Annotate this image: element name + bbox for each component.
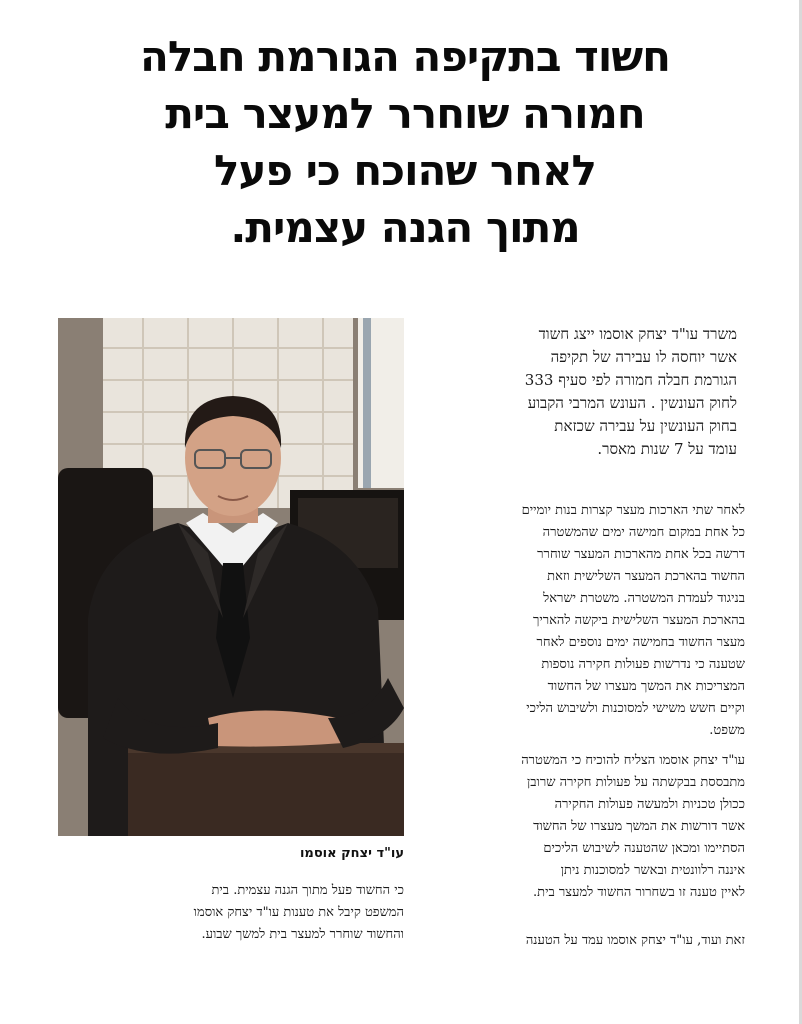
article-headline — [60, 28, 750, 256]
text-line: ככולן טכניות ולמעשה פעולות החקירה — [554, 797, 745, 812]
text-line: וקיים חשש משישי למסוכנות ולשיבוש הליכי — [526, 701, 745, 716]
body-paragraph-2 — [405, 750, 745, 904]
text-line: משפט. — [709, 723, 745, 738]
closing-paragraph-continued — [58, 880, 404, 946]
photo-caption: עו"ד יצחק אוסמו — [299, 846, 404, 861]
text-line: לאחר שתי הארכות מעצר קצרות בנות יומיים — [521, 503, 745, 518]
portrait-illustration — [58, 318, 404, 836]
text-line: החשוד בהארכת המעצר השלישית וזאת — [547, 569, 745, 584]
text-line: הגורמת חבלה חמורה לפי סעיף 333 — [524, 371, 737, 389]
text-line: לאיין טענה זו בשחרור החשוד למעצר בית. — [533, 885, 745, 900]
text-line: שטענה כי נדרשות פעולות חקירה נוספות — [541, 657, 745, 672]
text-line: כי החשוד פעל מתוך הגנה עצמית. בית — [211, 883, 404, 898]
text-line: המשפט קיבל את טענות עו"ד יצחק אוסמו — [193, 905, 404, 920]
lawyer-portrait-photo — [58, 318, 404, 836]
text-line: איננה רלוונטית ובאשר למסוכנות ניתן — [560, 863, 745, 878]
text-line: בחוק העונשין על עבירה שכזאת — [554, 417, 737, 435]
headline-line: לאחר שהוכח כי פעל — [214, 146, 596, 195]
text-line: המצריכות את המשך מעצרו של החשוד — [547, 679, 745, 694]
text-line: כל אחת במקום חמישה ימים שהמשטרה — [542, 525, 745, 540]
text-line: והחשוד שוחרר למעצר בית למשך שבוע. — [201, 927, 404, 942]
closing-paragraph-start — [405, 930, 745, 952]
text-line: עומד על 7 שנות מאסר. — [597, 440, 737, 458]
text-line: זאת ועוד, עו"ד יצחק אוסמו עמד על הטענה — [525, 933, 745, 948]
text-line: עו"ד יצחק אוסמו הצליח להוכיח כי המשטרה — [521, 753, 745, 768]
text-line: הסתיימו ומכאן שהטענה לשיבוש הליכים — [543, 841, 745, 856]
body-paragraph-1 — [405, 500, 745, 742]
text-line: משרד עו"ד יצחק אוסמו ייצג חשוד — [538, 325, 737, 343]
headline-line: חמורה שוחרר למעצר בית — [165, 89, 645, 138]
lead-paragraph — [425, 323, 737, 461]
text-line: דרשה בכל אחת מהארכות המעצר שוחרר — [537, 547, 745, 562]
text-line: לחוק העונשין . העונש המרבי הקבוע — [527, 394, 737, 412]
text-line: מעצר החשוד בחמישה ימים נוספים לאחר — [536, 635, 745, 650]
text-line: בניגוד לעמדת המשטרה. משטרת ישראל — [543, 591, 745, 606]
text-line: אשר יוחסה לו עבירה של תקיפה — [550, 348, 737, 366]
text-line: בהארכת המעצר השלישית ביקשה להאריך — [532, 613, 745, 628]
headline-line: מתוך הגנה עצמית. — [230, 203, 580, 252]
headline-line: חשוד בתקיפה הגורמת חבלה — [140, 32, 670, 81]
text-line: אשר דורשות את המשך מעצרו של החשוד — [533, 819, 745, 834]
text-line: מתבססת בבקשתה על פעולות חקירה שרובן — [526, 775, 745, 790]
